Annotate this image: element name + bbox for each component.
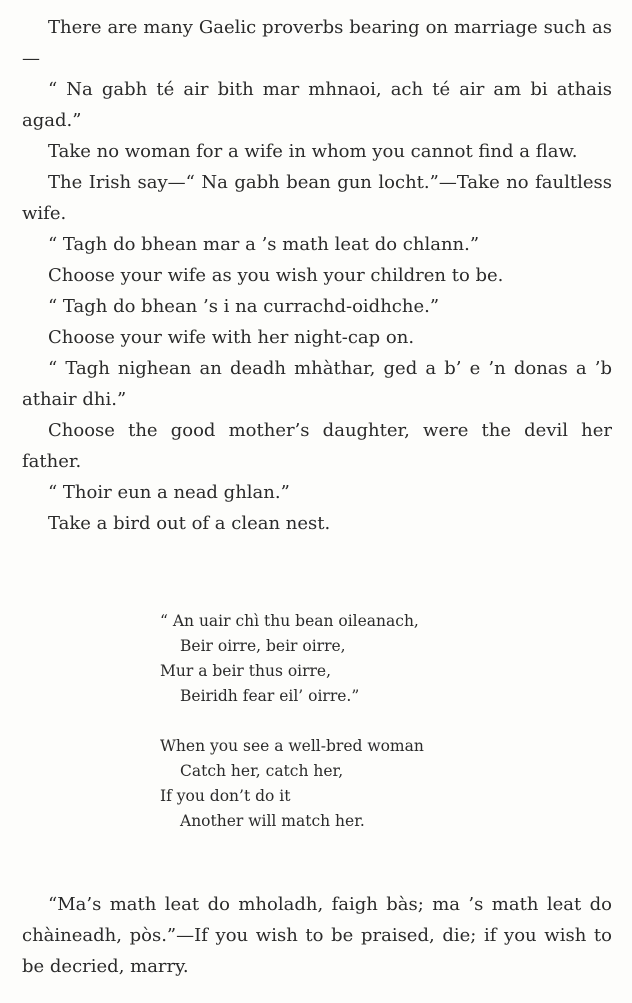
irish-proverb-faultless: The Irish say—“ Na gabh bean gun locht.”—Take no faultless wife. [22,172,612,224]
translation-mother: Choose the good mother’s daughter, were the devil her father. [22,420,612,472]
verse-line: Another will match her. [180,812,365,830]
verse-line: Beir oirre, beir oirre, [180,637,346,655]
english-verse [160,734,580,834]
gaelic-verse [160,609,580,709]
gaelic-proverb-children: “ Tagh do bhean mar a ’s math leat do chlann.” [48,234,480,255]
gaelic-proverb-nightcap: “ Tagh do bhean ’s i na currachd-oidhche.” [48,296,440,317]
verse-line: Beiridh fear eil’ oirre.” [180,687,360,705]
translation-nightcap: Choose your wife with her night-cap on. [48,327,415,348]
gaelic-proverb-nest: “ Thoir eun a nead ghlan.” [48,482,290,503]
proverbs-text-block [22,12,612,539]
verse-line: If you don’t do it [160,787,291,805]
verse-line: Mur a beir thus oirre, [160,662,332,680]
gaelic-proverb-mother: “ Tagh nighean an deadh mhàthar, ged a b’ e ’n donas a ’b athair dhi.” [22,358,612,410]
verse-line: “ An uair chì thu bean oileanach, [160,612,419,630]
gaelic-proverb-flaw: “ Na gabh té air bith mar mhnaoi, ach té air am bi athais agad.” [22,79,612,131]
translation-children: Choose your wife as you wish your children to be. [48,265,504,286]
verse-line: When you see a well-bred woman [160,737,424,755]
intro-paragraph: There are many Gaelic proverbs bearing on marriage such as— [22,17,612,69]
verse-line: Catch her, catch her, [180,762,344,780]
gaelic-proverb-marry: “Ma’s math leat do mholadh, faigh bàs; ma ’s math leat do chàineadh, pòs.”—If you wish to be praised, die; if you wish to be decried, marry. [22,894,612,977]
closing-text-block [22,889,612,982]
translation-flaw: Take no woman for a wife in whom you cannot find a flaw. [48,141,578,162]
translation-nest: Take a bird out of a clean nest. [48,513,331,534]
